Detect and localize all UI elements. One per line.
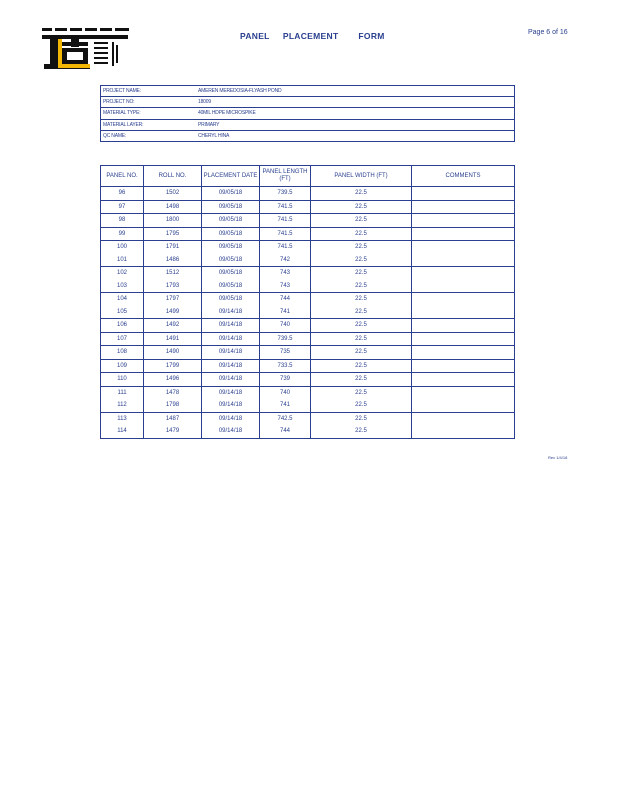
panel-width-cell: 22.5 (311, 187, 412, 201)
roll-no-cell: 1799 (144, 359, 202, 373)
table-row (101, 319, 515, 333)
panel-no-cell: 107 (101, 332, 144, 346)
placement-date-cell: 09/05/18 (202, 293, 260, 306)
placement-date-cell: 09/14/18 (202, 386, 260, 399)
panel-length-cell: 739.5 (260, 332, 311, 346)
project-info-label: MATERIAL TYPE: (101, 108, 197, 119)
panel-width-cell: 22.5 (311, 425, 412, 438)
panel-width-cell: 22.5 (311, 412, 412, 425)
placement-date-cell: 09/14/18 (202, 373, 260, 387)
comments-cell (412, 293, 515, 306)
header-placement-date: PLACEMENT DATE (202, 166, 260, 187)
project-info-value: AMEREN MEREDOSIA-FLYASH POND (196, 86, 515, 97)
panel-length-cell: 744 (260, 425, 311, 438)
comments-cell (412, 227, 515, 241)
panel-no-cell: 113 (101, 412, 144, 425)
table-row (101, 241, 515, 254)
header-panel-no: PANEL NO. (101, 166, 144, 187)
panel-length-cell: 742 (260, 254, 311, 267)
roll-no-cell: 1491 (144, 332, 202, 346)
table-row (101, 293, 515, 306)
placement-date-cell: 09/05/18 (202, 267, 260, 280)
panel-no-cell: 106 (101, 319, 144, 333)
comments-cell (412, 319, 515, 333)
panel-no-cell: 101 (101, 254, 144, 267)
company-logo (42, 26, 134, 70)
panel-width-cell: 22.5 (311, 386, 412, 399)
roll-no-cell: 1498 (144, 200, 202, 214)
project-info-row (101, 86, 515, 97)
roll-no-cell: 1479 (144, 425, 202, 438)
roll-no-cell: 1502 (144, 187, 202, 201)
placement-date-cell: 09/14/18 (202, 412, 260, 425)
table-row (101, 280, 515, 293)
panel-length-cell: 739 (260, 373, 311, 387)
panel-length-cell: 740 (260, 386, 311, 399)
project-info-label: MATERIAL LAYER: (101, 119, 197, 130)
panel-no-cell: 99 (101, 227, 144, 241)
panel-length-cell: 741.5 (260, 200, 311, 214)
panel-placement-table (100, 165, 515, 439)
form-title: PANEL PLACEMENT FORM (240, 31, 385, 41)
project-info-row (101, 119, 515, 130)
project-info-value: PRIMARY (196, 119, 515, 130)
panel-width-cell: 22.5 (311, 280, 412, 293)
roll-no-cell: 1487 (144, 412, 202, 425)
panel-width-cell: 22.5 (311, 332, 412, 346)
project-info-row (101, 108, 515, 119)
project-info-row (101, 97, 515, 108)
roll-no-cell: 1791 (144, 241, 202, 254)
header-comments: COMMENTS (412, 166, 515, 187)
panel-no-cell: 100 (101, 241, 144, 254)
panel-length-cell: 735 (260, 346, 311, 360)
table-row (101, 346, 515, 360)
table-row (101, 306, 515, 319)
placement-date-cell: 09/14/18 (202, 306, 260, 319)
panel-width-cell: 22.5 (311, 293, 412, 306)
placement-date-cell: 09/05/18 (202, 227, 260, 241)
panel-no-cell: 114 (101, 425, 144, 438)
panel-width-cell: 22.5 (311, 373, 412, 387)
panel-no-cell: 104 (101, 293, 144, 306)
comments-cell (412, 187, 515, 201)
panel-length-cell: 743 (260, 267, 311, 280)
table-row (101, 399, 515, 412)
project-info-table (100, 85, 515, 142)
roll-no-cell: 1512 (144, 267, 202, 280)
comments-cell (412, 200, 515, 214)
project-info-label: PROJECT NAME: (101, 86, 197, 97)
roll-no-cell: 1795 (144, 227, 202, 241)
revision-note: Rev 1/4/18 (548, 455, 568, 460)
project-info-value: CHERYL HINA (198, 132, 230, 139)
comments-cell (412, 267, 515, 280)
comments-cell (412, 386, 515, 399)
comments-cell (412, 399, 515, 412)
placement-date-cell: 09/14/18 (202, 346, 260, 360)
table-row (101, 187, 515, 201)
roll-no-cell: 1499 (144, 306, 202, 319)
comments-cell (412, 214, 515, 228)
placement-date-cell: 09/14/18 (202, 332, 260, 346)
roll-no-cell: 1800 (144, 214, 202, 228)
placement-date-cell: 09/05/18 (202, 187, 260, 201)
panel-length-cell: 733.5 (260, 359, 311, 373)
header-roll-no: ROLL NO. (144, 166, 202, 187)
header-panel-length: PANEL LENGTH (FT) (260, 166, 311, 187)
comments-cell (412, 241, 515, 254)
project-info-value: 40MIL HDPE MICROSPIKE (196, 108, 515, 119)
roll-no-cell: 1492 (144, 319, 202, 333)
panel-no-cell: 109 (101, 359, 144, 373)
panel-no-cell: 102 (101, 267, 144, 280)
panel-width-cell: 22.5 (311, 319, 412, 333)
placement-date-cell: 09/05/18 (202, 214, 260, 228)
panel-width-cell: 22.5 (311, 241, 412, 254)
table-row (101, 425, 515, 438)
table-row (101, 386, 515, 399)
placement-date-cell: 09/05/18 (202, 280, 260, 293)
panel-length-cell: 741.5 (260, 227, 311, 241)
comments-cell (412, 332, 515, 346)
comments-cell (412, 373, 515, 387)
comments-cell (412, 254, 515, 267)
panel-length-cell: 741.5 (260, 241, 311, 254)
comments-cell (412, 359, 515, 373)
roll-no-cell: 1793 (144, 280, 202, 293)
comments-cell (412, 425, 515, 438)
table-row (101, 200, 515, 214)
panel-length-cell: 740 (260, 319, 311, 333)
comments-cell (412, 306, 515, 319)
panel-no-cell: 105 (101, 306, 144, 319)
roll-no-cell: 1496 (144, 373, 202, 387)
comments-cell (412, 280, 515, 293)
panel-no-cell: 111 (101, 386, 144, 399)
table-row (101, 332, 515, 346)
roll-no-cell: 1797 (144, 293, 202, 306)
placement-date-cell: 09/14/18 (202, 425, 260, 438)
panel-width-cell: 22.5 (311, 267, 412, 280)
project-info-label: QC NAME: (103, 132, 127, 139)
panel-length-cell: 739.5 (260, 187, 311, 201)
panel-width-cell: 22.5 (311, 214, 412, 228)
placement-date-cell: 09/05/18 (202, 200, 260, 214)
comments-cell (412, 412, 515, 425)
roll-no-cell: 1478 (144, 386, 202, 399)
panel-width-cell: 22.5 (311, 399, 412, 412)
roll-no-cell: 1490 (144, 346, 202, 360)
panel-no-cell: 98 (101, 214, 144, 228)
panel-length-cell: 741.5 (260, 214, 311, 228)
project-info-value: 18009 (196, 97, 515, 108)
placement-date-cell: 09/14/18 (202, 399, 260, 412)
table-row (101, 373, 515, 387)
panel-no-cell: 110 (101, 373, 144, 387)
placement-date-cell: 09/14/18 (202, 359, 260, 373)
panel-length-cell: 743 (260, 280, 311, 293)
panel-no-cell: 103 (101, 280, 144, 293)
table-row (101, 227, 515, 241)
panel-length-cell: 742.5 (260, 412, 311, 425)
header-panel-width: PANEL WIDTH (FT) (311, 166, 412, 187)
placement-date-cell: 09/05/18 (202, 241, 260, 254)
comments-cell (412, 346, 515, 360)
panel-no-cell: 112 (101, 399, 144, 412)
panel-no-cell: 97 (101, 200, 144, 214)
table-row (101, 267, 515, 280)
table-row (101, 359, 515, 373)
project-info-label: PROJECT NO: (101, 97, 197, 108)
placement-date-cell: 09/05/18 (202, 254, 260, 267)
panel-width-cell: 22.5 (311, 227, 412, 241)
placement-date-cell: 09/14/18 (202, 319, 260, 333)
panel-length-cell: 744 (260, 293, 311, 306)
table-row (101, 214, 515, 228)
project-info-row (101, 130, 515, 141)
panel-length-cell: 741 (260, 399, 311, 412)
panel-no-cell: 96 (101, 187, 144, 201)
roll-no-cell: 1486 (144, 254, 202, 267)
table-row (101, 254, 515, 267)
panel-width-cell: 22.5 (311, 306, 412, 319)
panel-no-cell: 108 (101, 346, 144, 360)
page-number: Page 6 of 16 (528, 29, 568, 36)
table-row (101, 412, 515, 425)
panel-width-cell: 22.5 (311, 200, 412, 214)
panel-width-cell: 22.5 (311, 359, 412, 373)
roll-no-cell: 1798 (144, 399, 202, 412)
panel-width-cell: 22.5 (311, 254, 412, 267)
panel-length-cell: 741 (260, 306, 311, 319)
panel-width-cell: 22.5 (311, 346, 412, 360)
